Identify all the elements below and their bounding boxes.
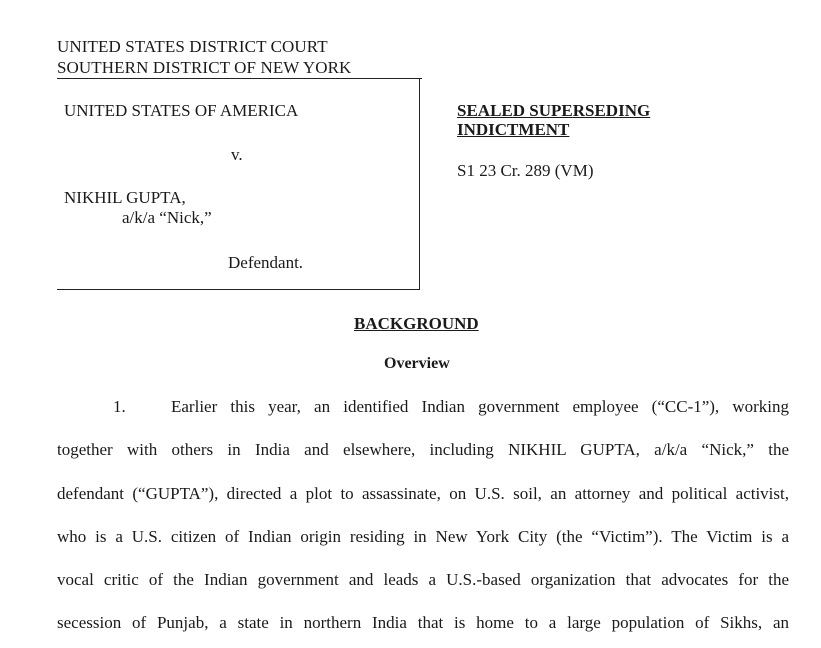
caption-plaintiff: UNITED STATES OF AMERICA xyxy=(64,101,299,120)
paragraph-line: secession of Punjab, a state in northern India that is home to a large population of Sikhs, an xyxy=(57,613,789,632)
document-title-line-2: INDICTMENT xyxy=(457,120,570,139)
caption-defendant-label: Defendant. xyxy=(228,253,304,272)
court-line-1: UNITED STATES DISTRICT COURT xyxy=(57,37,328,56)
paragraph-line: defendant (“GUPTA”), directed a plot to assassinate, on U.S. soil, an attorney and political activist, xyxy=(57,484,789,503)
paragraph-line: Earlier this year, an identified Indian government employee (“CC-1”), working xyxy=(171,397,789,416)
caption-alias: a/k/a “Nick,” xyxy=(122,208,212,227)
section-subheading: Overview xyxy=(384,355,450,372)
paragraph-line: who is a U.S. citizen of Indian origin residing in New York City (the “Victim”). The Victim is a xyxy=(57,527,789,546)
case-number: S1 23 Cr. 289 (VM) xyxy=(457,161,594,180)
paragraph-number: 1. xyxy=(113,397,126,416)
caption-defendant-name: NIKHIL GUPTA, xyxy=(64,188,186,207)
section-heading: BACKGROUND xyxy=(354,314,479,333)
paragraph-line: vocal critic of the Indian government and leads a U.S.-based organization that advocates for the xyxy=(57,570,789,589)
paragraph-line: together with others in India and elsewhere, including NIKHIL GUPTA, a/k/a “Nick,” the xyxy=(57,440,789,459)
caption-versus: v. xyxy=(231,145,243,164)
document-title-line-1: SEALED SUPERSEDING xyxy=(457,101,651,120)
court-line-2: SOUTHERN DISTRICT OF NEW YORK xyxy=(57,58,352,77)
